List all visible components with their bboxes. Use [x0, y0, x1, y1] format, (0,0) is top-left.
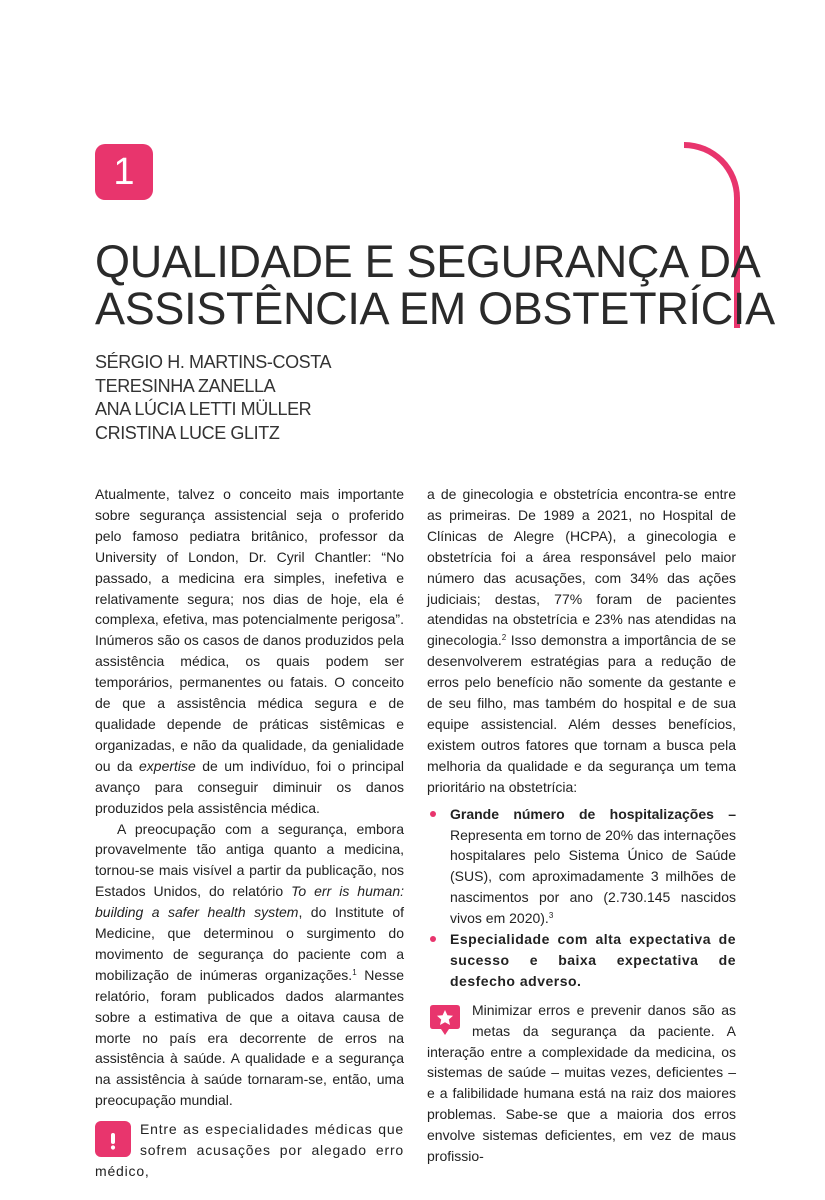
emphasis-text: expertise — [139, 757, 196, 774]
chapter-title-line-2: ASSISTÊNCIA EM OBSTETRÍCIA — [95, 283, 775, 334]
bullet-dot-icon — [430, 811, 436, 817]
star-bubble-icon — [427, 1002, 463, 1038]
footnote-ref: 2 — [501, 633, 507, 643]
text: Isso demonstra a importância de se desenvolverem estratégias para a redução de erros pelo benefício não somente da gestante e de seu filho, mas também do hospital e de sua equipe assistencial. Além desses benefícios, existem outros fatores que tornam a busca pela melhoria da qualidade e da segurança um tema prioritário na obstetrícia: — [427, 632, 736, 795]
author-list — [95, 351, 515, 445]
left-column — [95, 484, 404, 1182]
author-name: TERESINHA ZANELLA — [95, 375, 276, 396]
chapter-number-badge: 1 — [95, 144, 153, 200]
text: de um indivíduo, foi o principal avanço para conseguir diminuir os danos produzidos pela assistência médica. — [95, 757, 404, 816]
author-name: SÉRGIO H. MARTINS-COSTA — [95, 352, 332, 372]
author-name: ANA LÚCIA LETTI MÜLLER — [95, 399, 312, 419]
warning-icon — [95, 1121, 131, 1157]
author-name: CRISTINA LUCE GLITZ — [95, 422, 280, 443]
footnote-ref: 3 — [548, 911, 554, 921]
list-item — [427, 804, 736, 929]
bullet-list — [427, 804, 736, 992]
paragraph-with-icon — [427, 1000, 736, 1167]
text: Nesse relatório, foram publicados dados alarmantes sobre a estimativa de que a oitava causa de morte no país era decorrente de erros na assistência à saúde. A qualidade e a segurança na assistência à saúde tornaram-se, então, uma preocupação mundial. — [95, 966, 404, 1109]
chapter-title-line-1: QUALIDADE E SEGURANÇA DA — [95, 236, 761, 287]
bullet-dot-icon — [430, 936, 436, 942]
text: A preocupação com a segurança, embora provavelmente tão antiga quanto a medicina, tornou-se mais visível a partir da publicação, nos Estados Unidos, do relatório — [95, 820, 404, 900]
text: Minimizar erros e prevenir danos são as metas da segurança da paciente. A interação entre a complexidade da medicina, os sistemas de saúde – muitas vezes, deficientes – e a falibilidade humana está na raiz dos maiores problemas. Sabe-se que a maioria dos erros envolve sistemas deficientes, em vez de maus profissio- — [427, 1001, 736, 1165]
text: a de ginecologia e obstetrícia encontra-se entre as primeiras. De 1989 a 2021, no Hospital de Clínicas de Alegre (HCPA), a ginecologia e obstetrícia foi a área responsável pelo maior número das acusações, com 34% das ações judiciais; destas, 77% foram de pacientes atendidas na obstetrícia e 23% nas atendidas na ginecologia. — [427, 486, 736, 649]
paragraph-with-icon — [95, 1119, 404, 1182]
emphasis-text: To err is human: building a safer health system — [95, 883, 405, 921]
paragraph — [427, 484, 736, 798]
footnote-ref: 1 — [352, 967, 357, 977]
text: Entre as especialidades médicas que sofrem acusações por alegado erro médico, — [95, 1121, 404, 1179]
text: Atualmente, talvez o conceito mais importante sobre segurança assistencial seja o proferido pelo famoso pediatra britânico, professor da University of London, Dr. Cyril Chantler: “No passado, a medicina era simples, inefetiva e relativamente segura; nos dias de hoje, ela é complexa, efetiva, mas potencialmente perigosa”. Inúmeros são os casos de danos produzidos pela assistência médica, os quais podem ser temporários, permanentes ou fatais. O conceito de que a assistência médica segura e de qualidade depende de práticas sistêmicas e organizadas, e não da qualidade, da genialidade ou da — [95, 486, 404, 774]
chapter-title — [95, 236, 775, 334]
right-column — [427, 484, 736, 1167]
paragraph — [95, 819, 404, 1112]
text: Representa em torno de 20% das internações hospitalares pelo Sistema Único de Saúde (SUS), com aproximadamente 3 milhões de nascimentos por ano (2.730.145 nascidos vivos em 2020). — [450, 826, 736, 927]
paragraph — [95, 484, 404, 819]
list-item — [427, 929, 736, 992]
bold-text: Grande número de hospitalizações – — [450, 805, 736, 822]
text: , do Institute of Medicine, que determinou o surgimento do movimento de segurança do paciente com a mobilização de inúmeras organizações. — [95, 904, 404, 983]
bold-text: Especialidade com alta expectativa de sucesso e baixa expectativa de desfecho adverso. — [450, 931, 736, 989]
